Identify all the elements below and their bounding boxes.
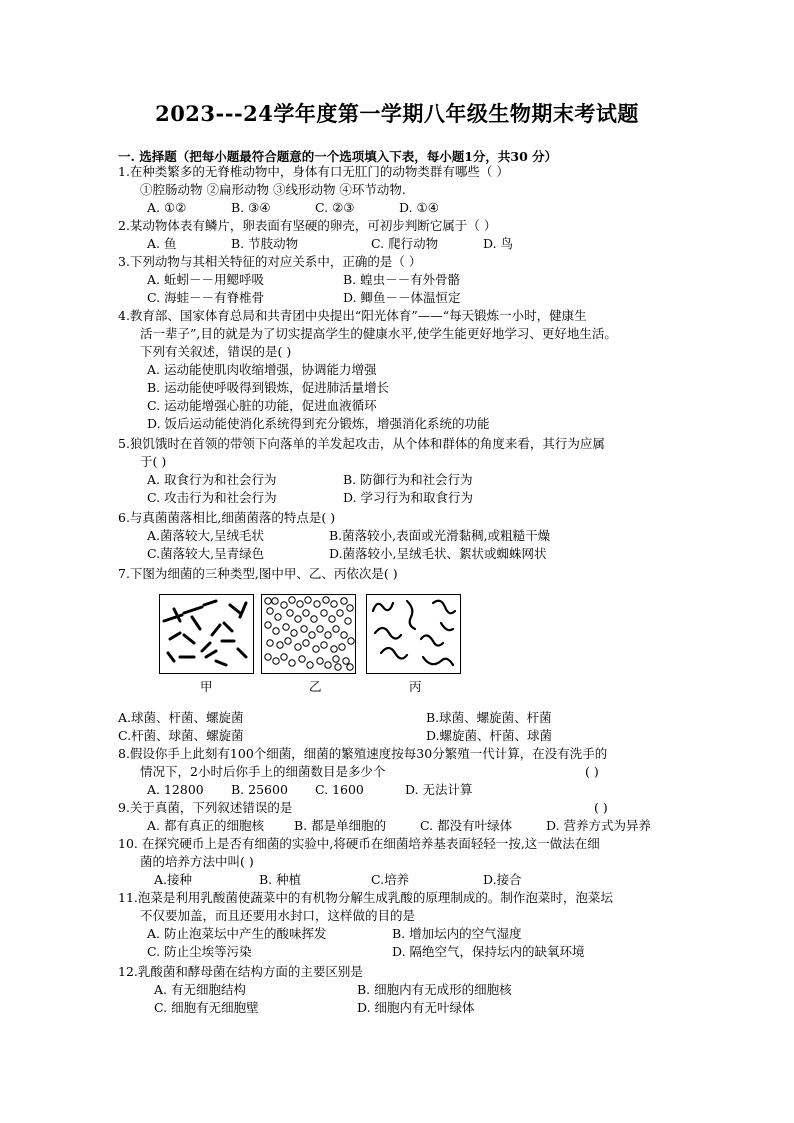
- question-3-option-a: A. 蚯蚓－－用鳃呼吸: [147, 272, 264, 287]
- question-8-option-b: B. 25600: [231, 782, 288, 797]
- question-9-option-b: B. 都是单细胞的: [294, 818, 387, 833]
- question-5-option-a: A. 取食行为和社会行为: [147, 472, 277, 487]
- question-5-stem-line2: 于( ): [140, 454, 167, 469]
- question-8-option-a: A. 12800: [147, 782, 204, 797]
- question-9-answer-paren: ( ): [594, 800, 608, 815]
- rod-bacteria-drawing: [160, 595, 253, 673]
- section-heading: 一. 选择题（把每小题最符合题意的一个选项填入下表，每小题1分，共30 分）: [118, 149, 558, 164]
- question-6-option-a: A.菌落较大,呈绒毛状: [147, 528, 264, 543]
- question-10-stem-line1: 10. 在探究硬币上是否有细菌的实验中,将硬币在细菌培养基表面轻轻一按,这一做法在细: [118, 836, 600, 851]
- question-3-option-c: C. 海蛙－－有脊椎骨: [147, 290, 265, 305]
- question-7-option-b: B.球菌、螺旋菌、杆菌: [426, 710, 552, 725]
- question-4-stem-line2: 活一辈子”,目的就是为了切实提高学生的健康水平,使学生能更好地学习、更好地生活。: [140, 326, 617, 341]
- question-6-option-b: B.菌落较小,表面或光滑黏稠,或粗糙干燥: [329, 528, 551, 543]
- question-5-stem-line1: 5.狼饥饿时在首领的带领下向落单的羊发起攻击，从个体和群体的角度来看，其行为应属: [118, 436, 605, 451]
- question-12-option-c: C. 细胞有无细胞壁: [154, 1000, 259, 1015]
- question-12-option-b: B. 细胞内有无成形的细胞核: [357, 982, 512, 997]
- question-6-stem: 6.与真菌菌落相比,细菌菌落的特点是( ): [118, 510, 336, 525]
- question-3-option-d: D. 鲫鱼－－体温恒定: [343, 290, 461, 305]
- question-6-option-d: D.菌落较小,呈绒毛状、絮状或蜘蛛网状: [329, 546, 547, 561]
- figure-label-yi: 乙: [309, 679, 322, 694]
- question-4-option-c: C. 运动能增强心脏的功能，促进血液循环: [147, 398, 377, 413]
- question-10-option-c: C.培养: [371, 872, 410, 887]
- question-12-option-a: A. 有无细胞结构: [154, 982, 246, 997]
- question-7-option-d: D.螺旋菌、杆菌、球菌: [426, 728, 553, 743]
- question-9-option-c: C. 都没有叶绿体: [420, 818, 513, 833]
- exam-title: 2023---24学年度第一学期八年级生物期末考试题: [155, 101, 639, 126]
- figure-label-bing: 丙: [409, 679, 422, 694]
- question-11-option-c: C. 防止尘埃等污染: [147, 944, 252, 959]
- question-1-items: ①腔肠动物 ②扁形动物 ③线形动物 ④环节动物.: [140, 182, 406, 197]
- question-12-stem: 12.乳酸菌和酵母菌在结构方面的主要区别是: [118, 964, 363, 979]
- cocci-bacteria-drawing: [262, 595, 355, 673]
- question-8-option-d: D. 无法计算: [405, 782, 473, 797]
- question-9-option-a: A. 都有真正的细胞核: [147, 818, 264, 833]
- question-3-option-b: B. 蝗虫－－有外骨骼: [343, 272, 461, 287]
- question-8-option-c: C. 1600: [315, 782, 364, 797]
- question-10-option-b: B. 种植: [259, 872, 302, 887]
- bacteria-figure-spirals: [366, 594, 461, 674]
- question-11-option-b: B. 增加坛内的空气湿度: [392, 926, 522, 941]
- question-2-stem: 2.某动物体表有鳞片，卵表面有坚硬的卵壳，可初步判断它属于（ ）: [118, 218, 497, 233]
- question-7-stem: 7.下图为细菌的三种类型,图中甲、乙、丙依次是( ): [118, 566, 398, 581]
- question-7-option-a: A.球菌、杆菌、螺旋菌: [118, 710, 244, 725]
- question-4-option-b: B. 运动能使呼吸得到锻炼，促进肺活量增长: [147, 380, 390, 395]
- question-11-option-d: D. 隔绝空气，保持坛内的缺氧环境: [392, 944, 585, 959]
- question-4-option-a: A. 运动能使肌肉收缩增强，协调能力增强: [147, 362, 377, 377]
- question-5-option-b: B. 防御行为和社会行为: [343, 472, 473, 487]
- question-7-option-c: C.杆菌、球菌、螺旋菌: [118, 728, 244, 743]
- question-11-option-a: A. 防止泡菜坛中产生的酸味挥发: [147, 926, 327, 941]
- question-10-stem-line2: 菌的培养方法中叫( ): [140, 854, 254, 869]
- question-9-stem: 9.关于真菌，下列叙述错误的是: [118, 800, 293, 815]
- question-4-stem-line1: 4.教育部、国家体育总局和共青团中央提出“阳光体育”——“每天锻炼一小时，健康生: [118, 308, 587, 323]
- question-2-option-d: D. 鸟: [483, 236, 514, 251]
- question-8-stem-line2: 情况下，2小时后你手上的细菌数目是多少个: [140, 764, 386, 779]
- question-11-stem-line2: 不仅要加盖，而且还要用水封口，这样做的目的是: [140, 908, 416, 923]
- question-4-option-d: D. 饭后运动能使消化系统得到充分锻炼，增强消化系统的功能: [147, 416, 490, 431]
- figure-label-jia: 甲: [200, 679, 213, 694]
- question-4-stem-line3: 下列有关叙述，错误的是( ): [140, 344, 292, 359]
- question-2-option-b: B. 节肢动物: [231, 236, 299, 251]
- question-2-option-c: C. 爬行动物: [371, 236, 439, 251]
- question-1-option-b: B. ③④: [231, 200, 271, 215]
- question-1-stem: 1.在种类繁多的无脊椎动物中，身体有口无肛门的动物类群有哪些（ ）: [118, 164, 509, 179]
- question-6-option-c: C.菌落较大,呈青绿色: [147, 546, 265, 561]
- question-5-option-c: C. 攻击行为和社会行为: [147, 490, 277, 505]
- spiral-bacteria-drawing: [367, 595, 460, 673]
- question-8-stem-line1: 8.假设你手上此刻有100个细菌，细菌的繁殖速度按每30分繁殖一代计算，在没有洗手的: [118, 746, 608, 761]
- question-5-option-d: D. 学习行为和取食行为: [343, 490, 474, 505]
- question-9-option-d: D. 营养方式为异养: [546, 818, 652, 833]
- question-3-stem: 3.下列动物与其相关特征的对应关系中，正确的是（ ）: [118, 254, 422, 269]
- question-10-option-a: A.接种: [154, 872, 193, 887]
- bacteria-figure-cocci: [261, 594, 356, 674]
- bacteria-figure-rods: [159, 594, 254, 674]
- question-8-answer-paren: ( ): [585, 764, 599, 779]
- question-1-option-c: C. ②③: [315, 200, 355, 215]
- question-1-option-d: D. ①④: [399, 200, 439, 215]
- question-10-option-d: D.接合: [483, 872, 522, 887]
- question-2-option-a: A. 鱼: [147, 236, 177, 251]
- question-11-stem-line1: 11.泡菜是利用乳酸菌使蔬菜中的有机物分解生成乳酸的原理制成的。制作泡菜时，泡菜坛: [118, 890, 613, 905]
- question-1-option-a: A. ①②: [147, 200, 187, 215]
- question-12-option-d: D. 细胞内有无叶绿体: [357, 1000, 475, 1015]
